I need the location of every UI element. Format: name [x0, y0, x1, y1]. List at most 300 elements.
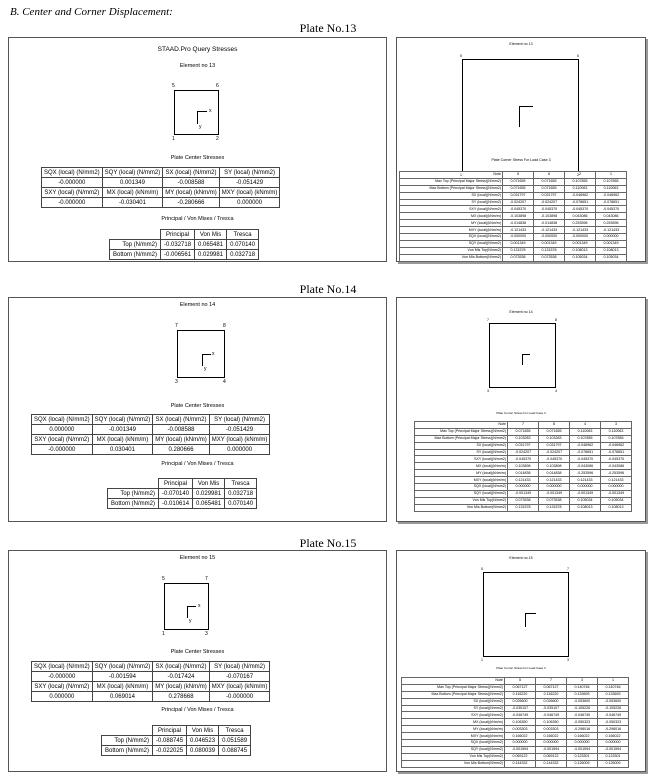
- plate-element-square: [462, 59, 579, 172]
- corner-row-label: Max Top (Principal Major Stress)(N/mm2): [400, 178, 503, 185]
- plate-13-right-panel: [396, 37, 646, 262]
- corner-node-header: 1: [598, 678, 629, 685]
- corner-table-row: [402, 678, 629, 685]
- corner-value-cell: -0.045370: [503, 206, 534, 213]
- corner-value-cell: -0.000000: [534, 234, 565, 241]
- corner-node-header: 6: [534, 172, 565, 179]
- plate-14-title: Plate No.14: [299, 282, 357, 296]
- center-stress-table: [31, 661, 270, 702]
- value-cell: 0.032718: [227, 250, 259, 260]
- value-cell: 0.280666: [153, 445, 210, 455]
- corner-value-cell: 0.166022: [567, 733, 598, 740]
- corner-value-cell: 0.073538: [539, 497, 570, 504]
- node-tl: 5: [172, 83, 175, 89]
- corner-value-cell: 0.105034: [565, 254, 596, 261]
- corner-node-header: 7: [536, 678, 567, 685]
- corner-value-cell: 0.031797: [539, 442, 570, 449]
- corner-value-cell: 0.110063: [596, 185, 627, 192]
- corner-node-header: 4: [570, 422, 601, 429]
- corner-row-label: Von Mis Top(N/mm2): [402, 753, 505, 760]
- header-cell: Von Mis: [193, 479, 225, 489]
- corner-row-label: SXY (local)(N/mm2): [415, 456, 508, 463]
- value-cell: -0.030401: [102, 198, 163, 208]
- corner-table-row: [402, 746, 629, 753]
- corner-table-row: [402, 698, 629, 705]
- value-cell: 0.065481: [195, 240, 227, 250]
- corner-value-cell: -0.043086: [601, 463, 632, 470]
- value-cell: 0.051589: [219, 736, 251, 746]
- corner-value-cell: -0.121433: [534, 227, 565, 234]
- node-tr: 7: [205, 576, 208, 582]
- corner-value-cell: 0.073538: [508, 497, 539, 504]
- corner-row-label: SQX (local)(N/mm2): [402, 740, 505, 747]
- corner-value-cell: 0.123301: [567, 753, 598, 760]
- corner-value-cell: 0.071655: [508, 428, 539, 435]
- corner-value-cell: 0.166022: [505, 733, 536, 740]
- corner-table-row: [415, 504, 632, 511]
- node-bl: 1: [460, 173, 462, 177]
- corner-row-label: Max Top (Principal Major Stress)(N/mm2): [415, 428, 508, 435]
- right-element-label: Element no 15: [509, 556, 533, 560]
- value-cell: 0.069014: [92, 692, 153, 702]
- corner-value-cell: 0.110063: [570, 428, 601, 435]
- value-cell: -0.088745: [153, 736, 187, 746]
- corner-value-cell: 0.121433: [508, 477, 539, 484]
- value-cell: 0.088745: [219, 746, 251, 756]
- node-br: 2: [577, 173, 579, 177]
- corner-value-cell: -0.046962: [596, 192, 627, 199]
- corner-value-cell: 0.000000: [567, 740, 598, 747]
- corner-value-cell: 0.108013: [565, 247, 596, 254]
- node-br: 4: [555, 389, 557, 393]
- corner-node-header: 2: [565, 172, 596, 179]
- header-cell: Principal: [153, 726, 187, 736]
- value-cell: -0.000000: [42, 198, 103, 208]
- row-label: Bottom (N/mm2): [110, 250, 161, 260]
- y-axis-label: y: [199, 124, 202, 130]
- principal-title: Principal / Von Mises / Tresca: [161, 461, 234, 467]
- right-element-label: Element no 13: [509, 42, 533, 46]
- corner-stress-title: Plate Corner Stress For Load Case 3: [496, 666, 546, 670]
- header-cell: SQY (local) (N/mm2): [102, 168, 163, 178]
- corner-value-cell: -0.253596: [601, 470, 632, 477]
- plate-13-title: Plate No.13: [299, 21, 357, 35]
- header-cell: Tresca: [227, 230, 259, 240]
- value-cell: -0.051429: [219, 178, 280, 188]
- y-axis-line: [202, 354, 203, 366]
- header-cell: SY (local) (N/mm2): [209, 415, 270, 425]
- value-cell: -0.000000: [32, 672, 93, 682]
- corner-node-header: 5: [503, 172, 534, 179]
- corner-node-header: 3: [601, 422, 632, 429]
- corner-stress-table: [414, 421, 632, 512]
- corner-value-cell: 0.000000: [536, 740, 567, 747]
- header-cell: MX (local) (kNm/m): [92, 682, 153, 692]
- corner-value-cell: 0.107855: [596, 178, 627, 185]
- corner-table-row: [400, 247, 627, 254]
- corner-value-cell: 0.067127: [505, 684, 536, 691]
- corner-row-label: Von Mis Bottom(N/mm2): [415, 504, 508, 511]
- header-cell: Principal: [161, 230, 195, 240]
- value-cell: 0.032718: [225, 489, 257, 499]
- plate-element-square: [177, 330, 225, 378]
- corner-value-cell: 0.073538: [534, 254, 565, 261]
- row-label: Top (N/mm2): [108, 489, 159, 499]
- corner-value-cell: 0.001349: [596, 240, 627, 247]
- node-br: 3: [205, 631, 208, 637]
- value-cell: -0.008588: [153, 425, 210, 435]
- corner-value-cell: -0.024207: [508, 449, 539, 456]
- center-stress-title: Plate Center Stresses: [170, 649, 225, 655]
- corner-row-label: Max Bottom (Principal Major Stress)(N/mm2): [415, 435, 508, 442]
- corner-value-cell: 0.000000: [539, 484, 570, 491]
- corner-value-cell: 0.103898: [539, 463, 570, 470]
- header-cell: SQX (local) (N/mm2): [32, 415, 93, 425]
- corner-stress-table: [401, 677, 629, 768]
- header-cell: SQX (local) (N/mm2): [42, 168, 103, 178]
- corner-value-cell: -0.001349: [539, 490, 570, 497]
- corner-value-cell: 0.069122: [536, 753, 567, 760]
- node-tr: 8: [223, 323, 226, 329]
- x-axis-line: [202, 354, 211, 355]
- corner-value-cell: 0.103283: [508, 435, 539, 442]
- corner-node-header: 5: [505, 678, 536, 685]
- corner-table-row: [415, 497, 632, 504]
- corner-value-cell: -0.001594: [567, 746, 598, 753]
- corner-value-cell: 0.000000: [596, 234, 627, 241]
- node-tl: 5: [481, 567, 483, 571]
- corner-row-label: SX (local)(N/mm2): [402, 698, 505, 705]
- corner-value-cell: -0.014838: [534, 220, 565, 227]
- corner-value-cell: -0.001349: [570, 490, 601, 497]
- corner-value-cell: -0.045370: [508, 456, 539, 463]
- corner-value-cell: 0.166022: [598, 733, 629, 740]
- corner-row-label: MY (local)(kNm/m): [415, 470, 508, 477]
- corner-value-cell: -0.078651: [570, 449, 601, 456]
- x-axis-line: [197, 111, 207, 112]
- corner-table-row: [415, 456, 632, 463]
- element-label: Element no 15: [179, 555, 216, 561]
- node-br: 3: [567, 658, 569, 662]
- corner-value-cell: 0.000000: [601, 484, 632, 491]
- corner-table-row: [400, 254, 627, 261]
- x-axis-label: x: [209, 108, 212, 114]
- corner-node-header: 1: [596, 172, 627, 179]
- x-axis-label: x: [212, 351, 215, 357]
- corner-value-cell: 0.133693: [598, 691, 629, 698]
- corner-value-cell: -0.046749: [598, 712, 629, 719]
- corner-row-label: MX (local)(kNm/m): [400, 213, 503, 220]
- corner-value-cell: -0.001349: [601, 490, 632, 497]
- corner-value-cell: 0.121433: [570, 477, 601, 484]
- x-axis-label: x: [198, 603, 201, 609]
- header-cell: SY (local) (N/mm2): [219, 168, 280, 178]
- plate-element-square: [174, 90, 219, 135]
- value-cell: 0.000000: [32, 425, 93, 435]
- value-cell: 0.000000: [32, 692, 93, 702]
- corner-value-cell: 0.067127: [536, 684, 567, 691]
- corner-value-cell: -0.001594: [505, 746, 536, 753]
- header-cell: SY (local) (N/mm2): [209, 662, 270, 672]
- corner-value-cell: 0.014838: [508, 470, 539, 477]
- element-label: Element no 14: [179, 302, 216, 308]
- value-cell: 0.029981: [193, 489, 225, 499]
- row-label: Top (N/mm2): [102, 736, 153, 746]
- y-axis-line: [197, 111, 198, 124]
- corner-table-row: [402, 691, 629, 698]
- y-axis-line: [519, 106, 520, 127]
- y-axis-label: y: [204, 366, 207, 372]
- corner-row-label: MXY (local)(kNm/m): [402, 733, 505, 740]
- corner-value-cell: -0.000000: [565, 234, 596, 241]
- header-cell: SXY (local) (N/mm2): [42, 188, 103, 198]
- corner-value-cell: 0.107855: [570, 435, 601, 442]
- corner-value-cell: 0.014838: [539, 470, 570, 477]
- value-cell: -0.022025: [153, 746, 187, 756]
- corner-row-label: MY (local)(kNm/m): [400, 220, 503, 227]
- value-cell: -0.008588: [163, 178, 220, 188]
- value-cell: -0.000000: [209, 692, 270, 702]
- corner-row-label: Von Mis Top(N/mm2): [400, 247, 503, 254]
- principal-title: Principal / Von Mises / Tresca: [161, 216, 234, 222]
- x-axis-line: [525, 613, 536, 614]
- corner-value-cell: 0.103898: [508, 463, 539, 470]
- plate-15-title: Plate No.15: [299, 536, 357, 550]
- corner-value-cell: -0.045370: [565, 206, 596, 213]
- corner-value-cell: -0.001349: [508, 490, 539, 497]
- corner-value-cell: 0.131578: [508, 504, 539, 511]
- corner-table-row: [415, 435, 632, 442]
- corner-value-cell: 0.123301: [598, 753, 629, 760]
- row-label: Bottom (N/mm2): [108, 499, 159, 509]
- corner-node-header: 7: [508, 422, 539, 429]
- corner-value-cell: -0.105226: [598, 705, 629, 712]
- corner-value-cell: 0.000000: [598, 740, 629, 747]
- value-cell: -0.001349: [92, 425, 153, 435]
- header-cell: SX (local) (N/mm2): [153, 415, 210, 425]
- corner-table-row: [415, 463, 632, 470]
- corner-value-cell: -0.046749: [536, 712, 567, 719]
- corner-value-cell: -0.105226: [567, 705, 598, 712]
- corner-value-cell: 0.000000: [508, 484, 539, 491]
- corner-value-cell: 0.043086: [565, 213, 596, 220]
- corner-row-label: SXY (local)(N/mm2): [400, 206, 503, 213]
- header-cell: SX (local) (N/mm2): [153, 662, 210, 672]
- header-cell: Tresca: [219, 726, 251, 736]
- header-cell: MY (local) (kNm/m): [153, 682, 210, 692]
- corner-value-cell: -0.046749: [567, 712, 598, 719]
- header-cell: MX (local) (kNm/m): [102, 188, 163, 198]
- corner-row-label: SX (local)(N/mm2): [415, 442, 508, 449]
- corner-table-row: [415, 490, 632, 497]
- value-cell: 0.029981: [195, 250, 227, 260]
- corner-value-cell: -0.121433: [565, 227, 596, 234]
- corner-value-cell: -0.001594: [536, 746, 567, 753]
- node-bl: 1: [481, 658, 483, 662]
- corner-node-header: 8: [539, 422, 570, 429]
- corner-value-cell: 0.116220: [536, 691, 567, 698]
- corner-value-cell: -0.014838: [503, 220, 534, 227]
- header-cell: MY (local) (kNm/m): [153, 435, 210, 445]
- corner-value-cell: 0.105034: [570, 497, 601, 504]
- corner-value-cell: 0.108013: [570, 504, 601, 511]
- corner-value-cell: 0.107855: [601, 435, 632, 442]
- corner-value-cell: -0.053600: [567, 698, 598, 705]
- corner-table-row: [402, 733, 629, 740]
- principal-table: [109, 229, 259, 260]
- y-axis-line: [525, 613, 526, 627]
- node-br: 4: [223, 379, 226, 385]
- corner-row-label: Max Bottom (Principal Major Stress)(N/mm2): [402, 691, 505, 698]
- value-cell: -0.006561: [161, 250, 195, 260]
- corner-value-cell: -0.046962: [601, 442, 632, 449]
- corner-value-cell: -0.053600: [598, 698, 629, 705]
- corner-value-cell: 0.108013: [601, 504, 632, 511]
- header-cell: SXY (local) (N/mm2): [32, 682, 93, 692]
- value-cell: 0.000000: [209, 445, 270, 455]
- plate-14-right-panel: [396, 297, 646, 522]
- corner-table-row: [400, 240, 627, 247]
- corner-value-cell: 0.071655: [503, 178, 534, 185]
- principal-table: [101, 725, 251, 756]
- corner-node-header: 3: [567, 678, 598, 685]
- center-stress-title: Plate Center Stresses: [170, 403, 225, 409]
- corner-value-cell: 0.000000: [505, 740, 536, 747]
- header-cell: MXY (local) (kNm/m): [219, 188, 280, 198]
- element-label: Element no 13: [179, 63, 216, 69]
- y-axis-line: [522, 354, 523, 365]
- corner-value-cell: 0.105034: [601, 497, 632, 504]
- corner-value-cell: -0.078651: [596, 199, 627, 206]
- corner-value-cell: 0.003303: [505, 726, 536, 733]
- x-axis-line: [187, 606, 196, 607]
- corner-table-row: [415, 470, 632, 477]
- corner-value-cell: 0.001349: [565, 240, 596, 247]
- corner-row-label: SY (local)(N/mm2): [402, 705, 505, 712]
- principal-table: [107, 478, 257, 509]
- corner-value-cell: 0.140746: [598, 684, 629, 691]
- corner-table-row: [402, 712, 629, 719]
- plate-13-left-panel: [8, 37, 387, 262]
- corner-value-cell: 0.003303: [536, 726, 567, 733]
- principal-title: Principal / Von Mises / Tresca: [161, 707, 234, 713]
- corner-value-cell: -0.050323: [598, 719, 629, 726]
- node-tl: 5: [460, 54, 462, 58]
- node-tr: 6: [216, 83, 219, 89]
- corner-value-cell: 0.106350: [505, 719, 536, 726]
- corner-value-cell: 0.031797: [534, 192, 565, 199]
- corner-table-row: [402, 753, 629, 760]
- value-cell: -0.032718: [161, 240, 195, 250]
- row-label: Top (N/mm2): [110, 240, 161, 250]
- corner-value-cell: 0.071655: [539, 428, 570, 435]
- corner-row-label: Note: [402, 678, 505, 685]
- corner-stress-title: Plate Corner Stress For Load Case 3: [491, 158, 551, 162]
- value-cell: 0.278668: [153, 692, 210, 702]
- corner-value-cell: -0.045370: [534, 206, 565, 213]
- corner-value-cell: 0.107855: [565, 178, 596, 185]
- corner-row-label: Von Mis Bottom(N/mm2): [402, 760, 505, 767]
- corner-value-cell: 0.026600: [536, 698, 567, 705]
- corner-value-cell: 0.133693: [567, 691, 598, 698]
- header-cell: SXY (local) (N/mm2): [32, 435, 93, 445]
- corner-row-label: Note: [400, 172, 503, 179]
- row-label: Bottom (N/mm2): [102, 746, 153, 756]
- corner-value-cell: -0.050323: [567, 719, 598, 726]
- node-bl: 1: [172, 136, 175, 142]
- corner-value-cell: 0.073538: [503, 254, 534, 261]
- header-cell: SQY (local) (N/mm2): [92, 662, 153, 672]
- corner-table-row: [402, 726, 629, 733]
- header-cell: Von Mis: [187, 726, 219, 736]
- corner-row-label: Max Top (Principal Major Stress)(N/mm2): [402, 684, 505, 691]
- value-cell: 0.070140: [225, 499, 257, 509]
- corner-table-row: [400, 227, 627, 234]
- corner-value-cell: -0.000000: [503, 234, 534, 241]
- corner-value-cell: 0.026600: [505, 698, 536, 705]
- corner-value-cell: -0.298016: [567, 726, 598, 733]
- value-cell: -0.070167: [209, 672, 270, 682]
- corner-table-row: [400, 213, 627, 220]
- node-tr: 6: [577, 54, 579, 58]
- corner-value-cell: 0.116220: [505, 691, 536, 698]
- value-cell: 0.065481: [193, 499, 225, 509]
- value-cell: 0.046523: [187, 736, 219, 746]
- corner-value-cell: -0.103898: [534, 213, 565, 220]
- corner-table-row: [402, 684, 629, 691]
- header-cell: MX (local) (kNm/m): [92, 435, 153, 445]
- corner-row-label: SQY (local)(N/mm2): [402, 746, 505, 753]
- center-stress-title: Plate Center Stresses: [170, 155, 225, 161]
- corner-table-row: [400, 206, 627, 213]
- corner-value-cell: 0.131578: [534, 247, 565, 254]
- corner-row-label: SQX (local)(N/mm2): [400, 234, 503, 241]
- corner-value-cell: 0.126009: [567, 760, 598, 767]
- corner-table-row: [400, 178, 627, 185]
- corner-row-label: Von Mis Top(N/mm2): [415, 497, 508, 504]
- corner-row-label: SQY (local)(N/mm2): [415, 490, 508, 497]
- header-cell: SQX (local) (N/mm2): [32, 662, 93, 672]
- corner-value-cell: 0.031797: [508, 442, 539, 449]
- corner-value-cell: 0.103283: [539, 435, 570, 442]
- corner-value-cell: -0.035107: [536, 705, 567, 712]
- corner-value-cell: -0.046749: [505, 712, 536, 719]
- value-cell: -0.001594: [92, 672, 153, 682]
- corner-value-cell: -0.253596: [570, 470, 601, 477]
- corner-table-row: [402, 719, 629, 726]
- corner-value-cell: -0.046962: [570, 442, 601, 449]
- y-axis-label: y: [189, 618, 192, 624]
- header-cell: Von Mis: [195, 230, 227, 240]
- corner-value-cell: -0.121433: [596, 227, 627, 234]
- corner-row-label: MXY (local)(kNm/m): [415, 477, 508, 484]
- corner-value-cell: 0.001349: [534, 240, 565, 247]
- x-axis-line: [519, 106, 533, 107]
- corner-value-cell: 0.121433: [539, 477, 570, 484]
- header-cell: Tresca: [225, 479, 257, 489]
- corner-row-label: MY (local)(kNm/m): [402, 726, 505, 733]
- corner-table-row: [415, 449, 632, 456]
- corner-value-cell: 0.140746: [567, 684, 598, 691]
- corner-value-cell: -0.024207: [534, 199, 565, 206]
- value-cell: -0.051429: [209, 425, 270, 435]
- corner-value-cell: 0.071655: [534, 178, 565, 185]
- corner-row-label: Note: [415, 422, 508, 429]
- value-cell: 0.070140: [227, 240, 259, 250]
- corner-value-cell: 0.253596: [596, 220, 627, 227]
- node-bl: 3: [487, 389, 489, 393]
- value-cell: -0.010614: [159, 499, 193, 509]
